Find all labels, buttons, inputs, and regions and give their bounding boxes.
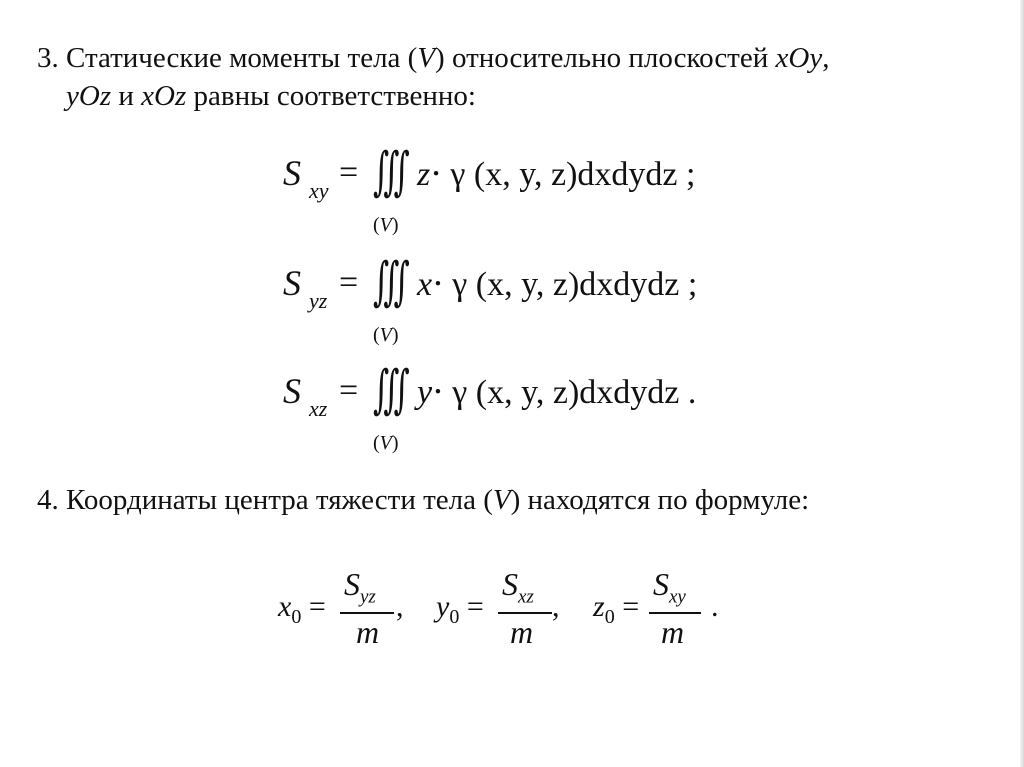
moment-subscript: yz: [309, 288, 328, 313]
integral-domain: (V): [373, 324, 399, 346]
triple-integral-icon: ∭: [373, 252, 410, 312]
fraction-numerator: $S_{xz}$: [502, 566, 534, 608]
integrand: x⋅ γ (x, y, z)dxdydz ;: [417, 266, 698, 303]
triple-integral-icon: ∭: [373, 142, 410, 202]
moment-subscript: xy: [309, 178, 329, 203]
item3-line2: [66, 82, 476, 111]
moment-symbol: S: [283, 153, 301, 193]
integral-domain: (V): [373, 214, 399, 236]
body-symbol-v: V: [417, 42, 436, 74]
integrand: y⋅ γ (x, y, z)dxdydz .: [417, 374, 697, 411]
item3-text: ) относительно плоскостей: [435, 42, 776, 74]
equals-sign: =: [339, 154, 359, 191]
item4-text: 4. Координаты центра тяжести тела (: [37, 484, 493, 516]
body-symbol-v: V: [492, 484, 511, 516]
moment-symbol: S: [283, 263, 301, 303]
equals-sign: =: [339, 264, 359, 301]
centroid-y-lhs: $y_0$ =: [436, 590, 484, 628]
triple-integral-icon: ∭: [373, 360, 410, 420]
integral-domain: (V): [373, 432, 399, 454]
slide-edge: [1020, 0, 1024, 767]
item3-text: равны соответственно:: [186, 80, 476, 112]
integrand: z⋅ γ (x, y, z)dxdydz ;: [417, 156, 696, 193]
plane-xoz: xOz: [141, 80, 187, 112]
item4-text: ) находятся по формуле:: [510, 484, 810, 516]
separator: ,: [396, 590, 404, 623]
separator: ,: [552, 590, 560, 623]
plane-xoy: xOy: [775, 42, 823, 74]
fraction-denominator: m: [661, 614, 685, 650]
item3-text: и: [111, 80, 142, 112]
fraction-numerator: $S_{yz}$: [344, 566, 376, 608]
separator: .: [711, 590, 719, 623]
fraction-denominator: m: [510, 614, 534, 650]
fraction-denominator: m: [356, 614, 380, 650]
fraction-numerator: $S_{xy}$: [653, 566, 686, 608]
item3-line1: [37, 44, 829, 73]
item4-line: [37, 486, 809, 515]
moment-symbol: S: [283, 371, 301, 411]
item3-text: 3. Статические моменты тела (: [37, 42, 418, 74]
item3-text: ,: [822, 42, 830, 74]
plane-yoz: yOz: [66, 80, 112, 112]
centroid-z-lhs: $z_0$ =: [593, 590, 640, 628]
centroid-x-lhs: $x_0$ =: [278, 590, 326, 628]
moment-subscript: xz: [309, 396, 328, 421]
equals-sign: =: [339, 372, 359, 409]
